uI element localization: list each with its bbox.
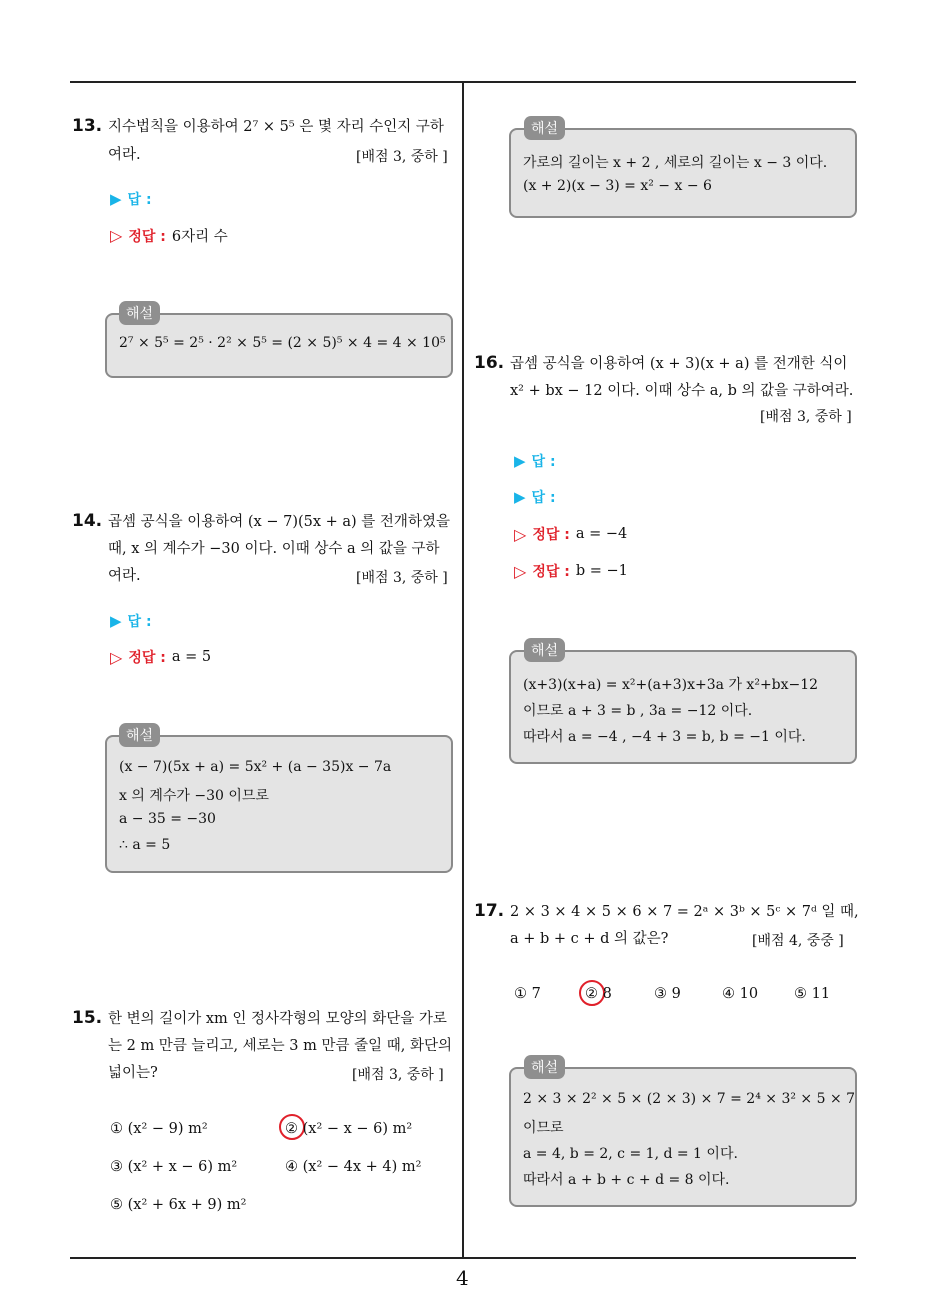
q17-choice-2[interactable]: ② 8 xyxy=(585,986,612,1002)
q14-explanation-box xyxy=(105,735,453,873)
q13-correct-row xyxy=(110,225,228,246)
q16-line2: x² + bx − 12 이다. 이때 상수 a, b 의 값을 구하여라. xyxy=(510,383,854,399)
q13-correct-value: 6자리 수 xyxy=(171,229,228,245)
q13-meta: [배점 3, 중하 ] xyxy=(356,149,448,165)
answer-label: 답 : xyxy=(127,192,152,208)
q15-choice-2[interactable]: ② (x² − x − 6) m² xyxy=(285,1121,413,1137)
correct-label: 정답 : xyxy=(532,527,570,543)
q17-explanation-box xyxy=(509,1067,857,1207)
triangle-filled-icon: ▶ xyxy=(110,612,122,630)
q13-line2: 여라. xyxy=(108,147,141,163)
q15-line3: 넓이는? xyxy=(108,1065,158,1081)
q17-line2: a + b + c + d 의 값은? xyxy=(510,931,669,947)
explanation-tag: 해설 xyxy=(119,723,160,747)
answer-label: 답 : xyxy=(127,614,152,630)
triangle-filled-icon: ▶ xyxy=(514,452,526,470)
explanation-tag: 해설 xyxy=(119,301,160,325)
q17-choice-1[interactable]: ① 7 xyxy=(514,986,541,1002)
q14-correct-value: a = 5 xyxy=(171,649,212,665)
explanation-line: x 의 계수가 −30 이므로 xyxy=(119,788,269,804)
explanation-line: ∴ a = 5 xyxy=(119,837,171,853)
column-divider xyxy=(462,82,464,1258)
q15-line2: 는 2 m 만큼 늘리고, 세로는 3 m 만큼 줄일 때, 화단의 xyxy=(108,1038,452,1054)
explanation-line: (x + 2)(x − 3) = x² − x − 6 xyxy=(523,178,712,194)
explanation-line: 이므로 xyxy=(523,1120,564,1136)
correct-label: 정답 : xyxy=(532,564,570,580)
page-number: 4 xyxy=(456,1266,469,1290)
q15-number: 15. xyxy=(72,1008,103,1028)
triangle-outline-icon: ▷ xyxy=(110,647,123,667)
q16-answer-row-2 xyxy=(514,487,556,507)
triangle-outline-icon: ▷ xyxy=(514,524,527,544)
explanation-tag: 해설 xyxy=(524,116,565,140)
q17-line1: 2 × 3 × 4 × 5 × 6 × 7 = 2ᵃ × 3ᵇ × 5ᶜ × 7ᵈ 일 때, xyxy=(510,904,859,920)
q16-correct-row-1 xyxy=(514,524,627,544)
explanation-tag: 해설 xyxy=(524,638,565,662)
q14-correct-row xyxy=(110,647,211,667)
explanation-line: 따라서 a + b + c + d = 8 이다. xyxy=(523,1172,730,1188)
q14-number: 14. xyxy=(72,511,103,531)
q13-line1: 지수법칙을 이용하여 2⁷ × 5⁵ 은 몇 자리 수인지 구하 xyxy=(108,119,444,135)
q15-choice-4[interactable]: ④ (x² − 4x + 4) m² xyxy=(285,1159,422,1175)
q16-answer-row-1 xyxy=(514,451,556,471)
q16-correct-row-2 xyxy=(514,561,628,581)
q16-number: 16. xyxy=(474,353,505,373)
q14-meta: [배점 3, 중하 ] xyxy=(356,570,448,586)
triangle-outline-icon: ▷ xyxy=(514,561,527,581)
q17-choice-3[interactable]: ③ 9 xyxy=(654,986,681,1002)
q16-correct-value-b: b = −1 xyxy=(575,563,628,579)
explanation-line: a − 35 = −30 xyxy=(119,811,216,827)
correct-label: 정답 : xyxy=(128,228,166,245)
q14-line3: 여라. xyxy=(108,568,141,584)
q16-explanation-box xyxy=(509,650,857,764)
q17-number: 17. xyxy=(474,901,505,921)
q13-answer-row xyxy=(110,189,152,209)
correct-label: 정답 : xyxy=(128,650,166,666)
q15-meta: [배점 3, 중하 ] xyxy=(352,1067,444,1083)
triangle-filled-icon: ▶ xyxy=(514,488,526,506)
explanation-line: (x+3)(x+a) = x²+(a+3)x+3a 가 x²+bx−12 xyxy=(523,677,819,693)
q16-correct-value-a: a = −4 xyxy=(575,526,628,542)
explanation-line: a = 4, b = 2, c = 1, d = 1 이다. xyxy=(523,1146,738,1162)
q15-choice-5[interactable]: ⑤ (x² + 6x + 9) m² xyxy=(110,1197,247,1213)
bottom-rule xyxy=(70,1257,856,1259)
explanation-line: 가로의 길이는 x + 2 , 세로의 길이는 x − 3 이다. xyxy=(523,155,828,171)
q14-line1: 곱셈 공식을 이용하여 (x − 7)(5x + a) 를 전개하였을 xyxy=(108,514,450,530)
q14-line2: 때, x 의 계수가 −30 이다. 이때 상수 a 의 값을 구하 xyxy=(108,541,440,557)
q17-choice-5[interactable]: ⑤ 11 xyxy=(794,986,831,1002)
triangle-outline-icon: ▷ xyxy=(110,226,123,245)
q15-line1: 한 변의 길이가 xm 인 정사각형의 모양의 화단을 가로 xyxy=(108,1011,447,1027)
q13-number: 13. xyxy=(72,116,103,136)
q14-answer-row xyxy=(110,611,152,631)
q17-meta: [배점 4, 중중 ] xyxy=(752,933,844,949)
answer-label: 답 : xyxy=(531,454,556,470)
triangle-filled-icon: ▶ xyxy=(110,190,122,208)
explanation-line: 이므로 a + 3 = b , 3a = −12 이다. xyxy=(523,703,753,719)
q17-choice-4[interactable]: ④ 10 xyxy=(722,986,759,1002)
explanation-line: 2 × 3 × 2² × 5 × (2 × 3) × 7 = 2⁴ × 3² × 5 × 7 xyxy=(523,1091,856,1107)
q15-choice-1[interactable]: ① (x² − 9) m² xyxy=(110,1121,208,1137)
explanation-line: 2⁷ × 5⁵ = 2⁵ · 2² × 5⁵ = (2 × 5)⁵ × 4 = 4 × 10⁵ xyxy=(119,335,446,351)
explanation-line: 따라서 a = −4 , −4 + 3 = b, b = −1 이다. xyxy=(523,729,806,745)
explanation-line: (x − 7)(5x + a) = 5x² + (a − 35)x − 7a xyxy=(119,759,392,775)
q15-choice-3[interactable]: ③ (x² + x − 6) m² xyxy=(110,1159,238,1175)
explanation-tag: 해설 xyxy=(524,1055,565,1079)
q16-line1: 곱셈 공식을 이용하여 (x + 3)(x + a) 를 전개한 식이 xyxy=(510,356,848,372)
q16-meta: [배점 3, 중하 ] xyxy=(760,409,852,425)
q15-explanation-box xyxy=(509,128,857,218)
answer-label: 답 : xyxy=(531,490,556,506)
